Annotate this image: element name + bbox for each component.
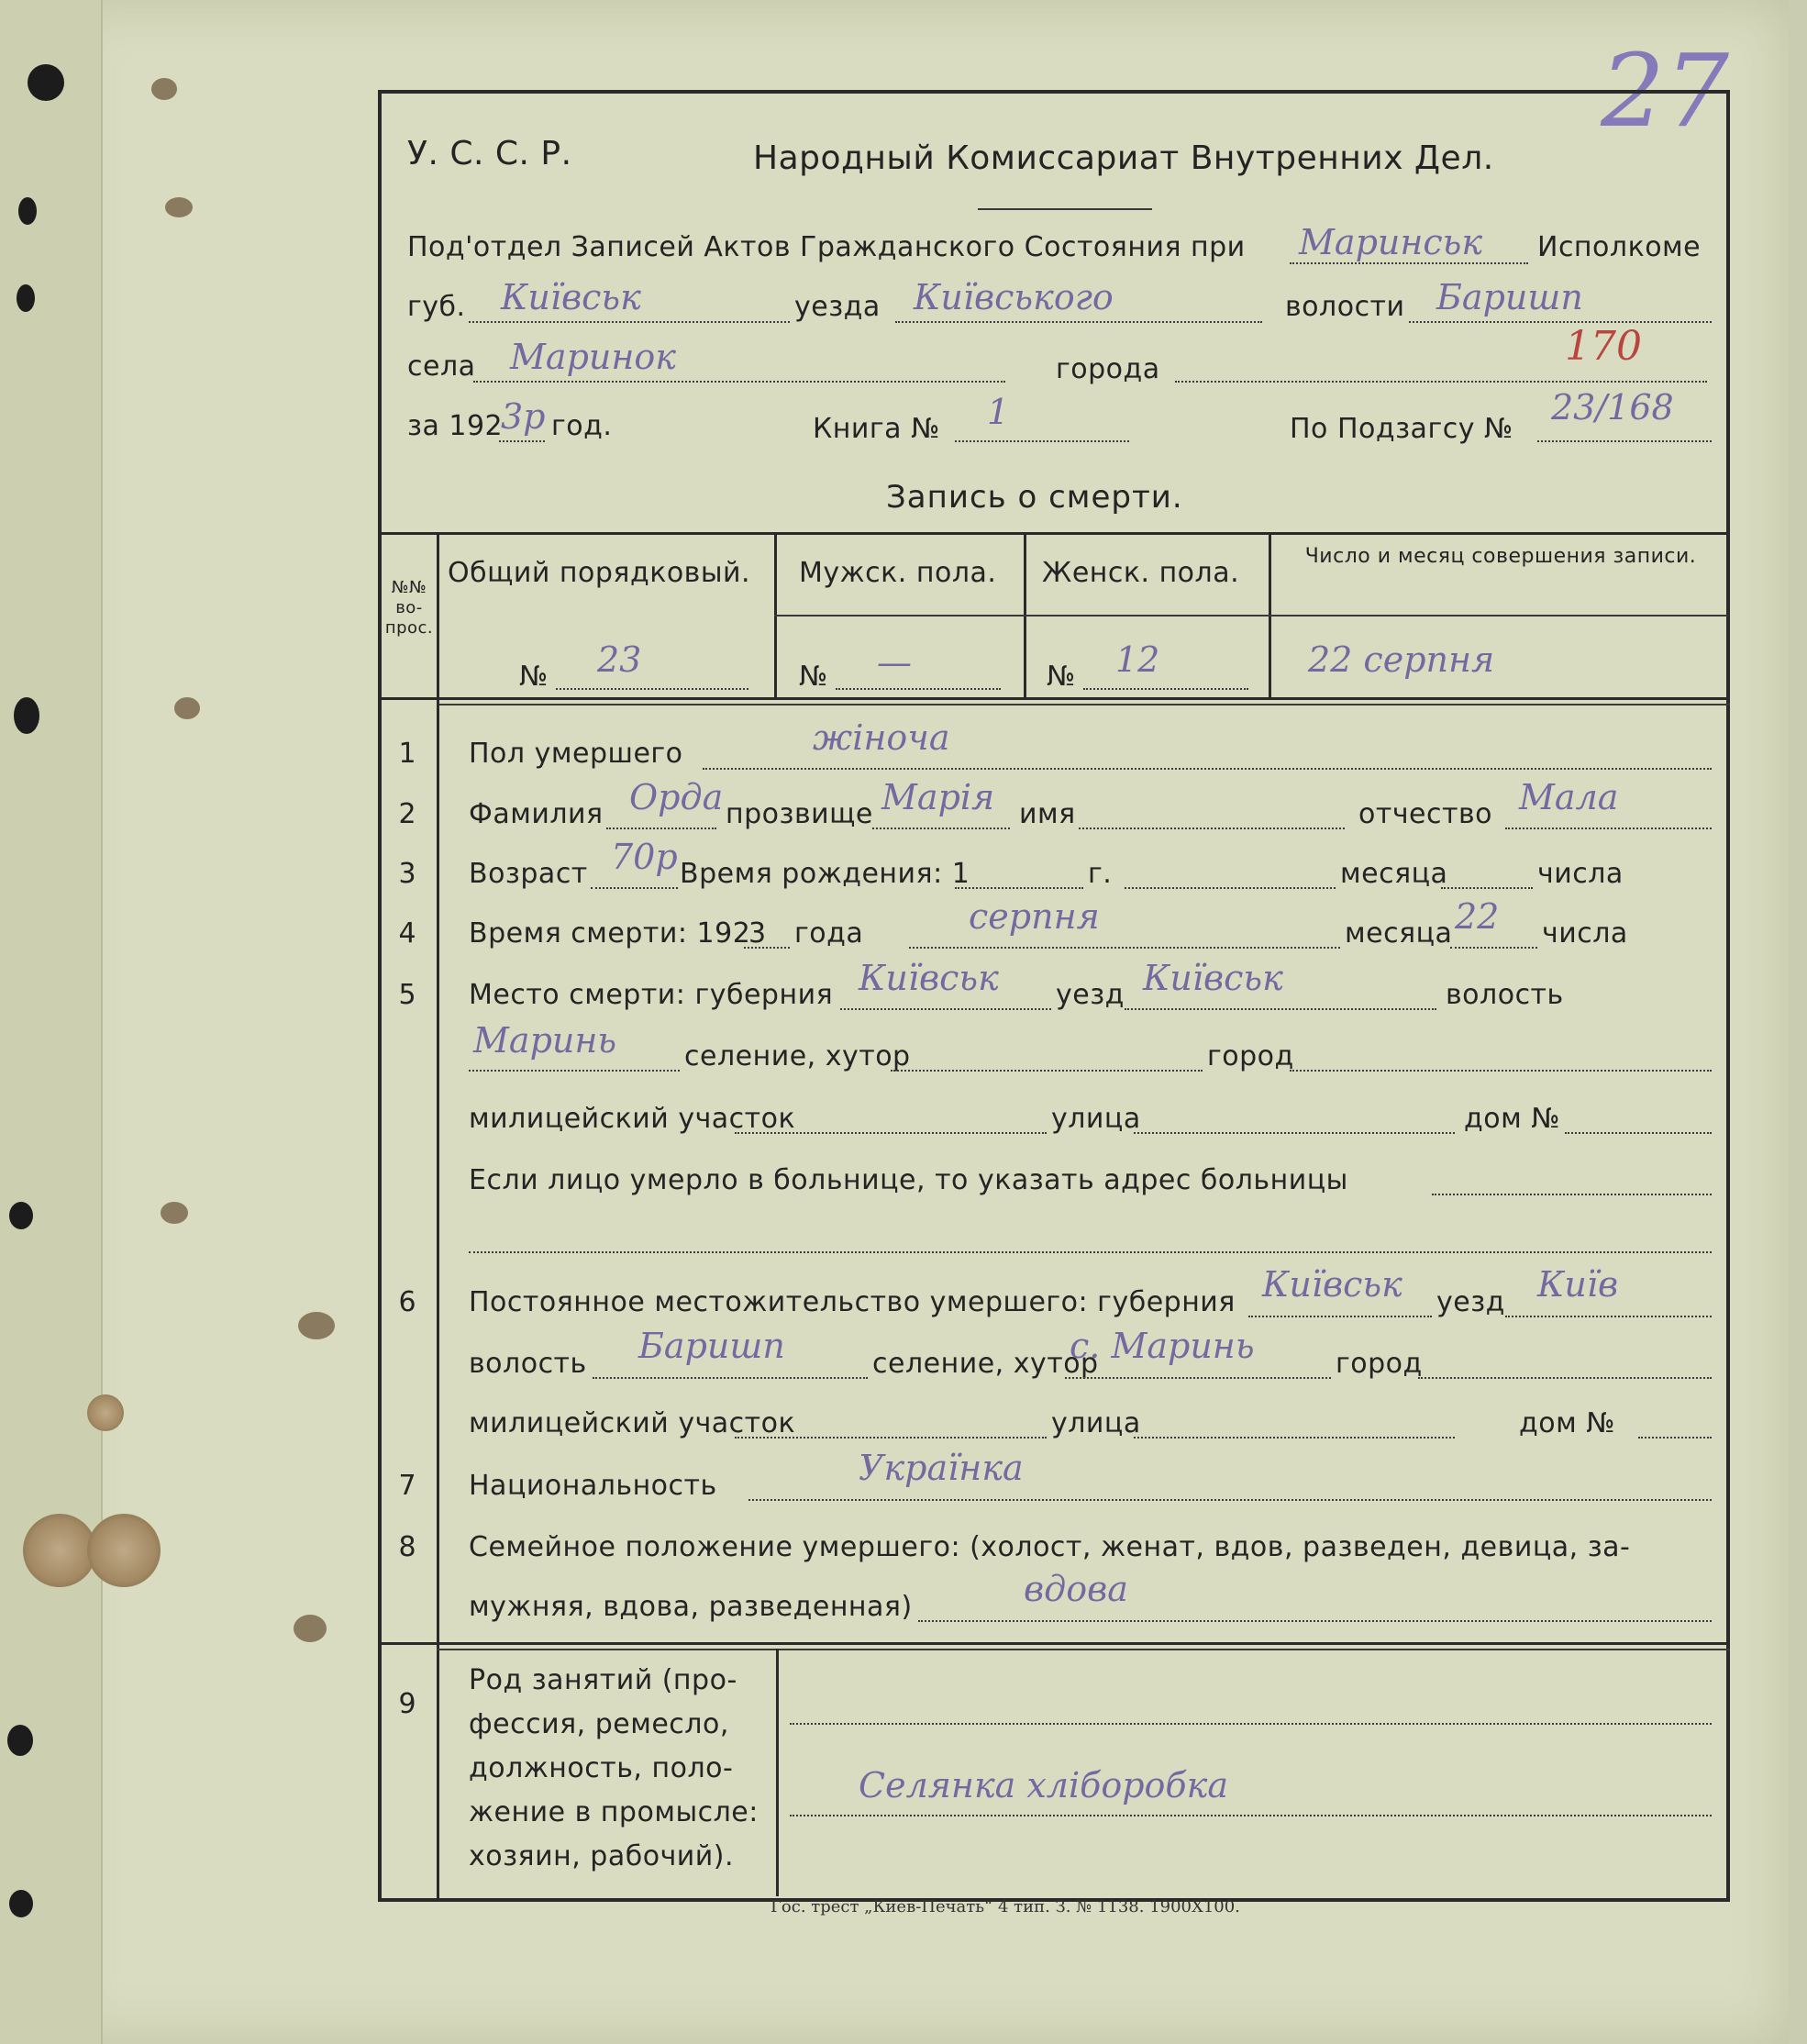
field-line	[790, 1815, 1712, 1816]
residence-street-label: улица	[1051, 1407, 1141, 1439]
ministry-label: Народный Комиссариат Внутренних Дел.	[753, 139, 1494, 177]
field-line	[891, 1070, 1203, 1072]
field-line	[469, 321, 790, 323]
field-line	[735, 1437, 1047, 1439]
sex-value: жіноча	[813, 717, 950, 758]
death-place-militia-label: милицейский участок	[469, 1103, 796, 1135]
binding-hole	[14, 697, 39, 734]
field-line	[1134, 1437, 1455, 1439]
table-subheader-line	[774, 615, 1728, 617]
residence-uezd-value: Київ	[1537, 1264, 1619, 1305]
residence-village-label: селение, хутор	[872, 1348, 1099, 1380]
death-time-label: Время смерти: 192	[469, 917, 751, 950]
table-col-border	[437, 532, 439, 697]
death-day-value: 22	[1455, 896, 1500, 937]
table-bottom-section-border-2	[437, 1649, 1730, 1650]
field-line	[1065, 1377, 1331, 1379]
field-line	[1125, 1008, 1436, 1010]
occupation-label-2: фессия, ремесло,	[469, 1708, 729, 1740]
nationality-label: Национальность	[469, 1470, 717, 1502]
death-month-value: серпня	[969, 896, 1100, 937]
death-place-house-label: дом №	[1464, 1103, 1560, 1135]
registry-office-label: Под'отдел Записей Актов Гражданского Состояния при	[407, 231, 1246, 263]
question-number-header: №№ во- прос.	[384, 578, 434, 638]
table-top-border	[382, 532, 1730, 535]
field-line	[918, 1620, 1712, 1622]
binding-hole	[9, 1890, 33, 1917]
binding-hole	[298, 1312, 335, 1339]
republic-label: У. С. С. Р.	[407, 135, 572, 172]
death-place-label: Место смерти: губерния	[469, 979, 834, 1011]
death-place-uezd-label: уезд	[1056, 979, 1125, 1011]
paper-stain	[23, 1514, 96, 1587]
binding-hole	[9, 1202, 33, 1229]
field-line	[748, 1499, 1712, 1501]
field-line	[1134, 1132, 1455, 1134]
hospital-label: Если лицо умерло в больнице, то указать адрес больницы	[469, 1164, 1348, 1196]
registry-office-value: Маринськ	[1299, 222, 1483, 262]
female-header: Женск. пола.	[1042, 557, 1240, 589]
general-no-label: №	[519, 661, 549, 693]
residence-volost-label: волость	[469, 1348, 587, 1380]
year-suffix: год.	[551, 410, 613, 442]
residence-gub-value: Київськ	[1262, 1264, 1402, 1305]
binding-hole	[7, 1725, 33, 1756]
surname-value: Орда	[629, 777, 724, 817]
item-number: 8	[398, 1531, 416, 1563]
occupation-label-1: Род занятий (про-	[469, 1664, 737, 1696]
binding-hole	[18, 197, 37, 225]
field-line	[1441, 887, 1533, 889]
male-number-value: —	[877, 642, 912, 683]
family-status-label-2: мужняя, вдова, разведенная)	[469, 1591, 913, 1623]
family-status-label-1: Семейное положение умершего: (холост, женат, вдов, разведен, девица, за-	[469, 1531, 1631, 1563]
occupation-label-5: хозяин, рабочий).	[469, 1840, 735, 1872]
item-number: 5	[398, 979, 416, 1011]
field-line	[955, 887, 1083, 889]
binding-hole	[174, 697, 200, 719]
death-place-street-label: улица	[1051, 1103, 1141, 1135]
residence-city-label: город	[1336, 1348, 1423, 1380]
residence-volost-value: Баришп	[638, 1326, 785, 1366]
field-line	[1248, 1316, 1432, 1317]
field-line	[703, 768, 1712, 770]
field-line	[1175, 381, 1707, 383]
female-number-value: 12	[1115, 639, 1160, 680]
header-divider	[978, 208, 1152, 210]
item-number: 3	[398, 858, 416, 890]
binding-hole	[28, 64, 64, 101]
year-value: 3р	[501, 396, 546, 437]
gorod-label: города	[1056, 353, 1160, 385]
male-header: Мужск. пола.	[799, 557, 997, 589]
form-title: Запись о смерти.	[886, 479, 1183, 516]
birth-year-suffix: г.	[1088, 858, 1113, 890]
birth-month-label: месяца	[1340, 858, 1448, 890]
residence-militia-label: милицейский участок	[469, 1407, 796, 1439]
death-place-volost-label: волость	[1446, 979, 1564, 1011]
age-value: 70р	[611, 837, 678, 877]
field-line	[606, 828, 716, 829]
field-line	[1638, 1437, 1712, 1439]
item-number: 4	[398, 917, 416, 950]
field-line	[790, 1723, 1712, 1725]
residence-label: Постоянное местожительство умершего: губерния	[469, 1286, 1236, 1318]
table-col-border	[437, 697, 439, 1899]
volost-label: волости	[1285, 291, 1405, 323]
field-line	[836, 688, 1001, 690]
field-line	[872, 828, 1010, 829]
female-no-label: №	[1047, 661, 1076, 693]
table-mid-border	[382, 697, 1730, 700]
field-line	[840, 1008, 1051, 1010]
field-line	[556, 688, 748, 690]
occupation-value: Селянка хліборобка	[859, 1765, 1228, 1805]
male-no-label: №	[799, 661, 828, 693]
field-line	[1565, 1132, 1712, 1134]
field-line	[1505, 828, 1712, 829]
print-footer: Гос. трест „Киев-Печать“ 4 тип. З. № 1138. 1900Х100.	[770, 1897, 1240, 1916]
sex-label: Пол умершего	[469, 738, 683, 770]
item-number: 7	[398, 1470, 416, 1502]
binding-hole	[151, 78, 177, 100]
field-line	[469, 1070, 680, 1072]
binding-hole	[161, 1202, 188, 1224]
gorod-value: 170	[1565, 323, 1642, 370]
death-place-uezd-value: Київськ	[1143, 958, 1283, 998]
field-line	[1537, 440, 1712, 442]
field-line	[1290, 1070, 1712, 1072]
table-bottom-section-border	[382, 1642, 1730, 1645]
general-number-header: Общий порядковый.	[448, 557, 751, 589]
residence-uezd-label: уезд	[1436, 1286, 1505, 1318]
selo-label: села	[407, 350, 476, 383]
record-date-header: Число и месяц совершения записи.	[1304, 545, 1697, 568]
field-line	[1418, 1377, 1712, 1379]
item-number: 6	[398, 1286, 416, 1318]
record-date-value: 22 серпня	[1308, 639, 1495, 680]
death-place-gub-value: Київськ	[859, 958, 999, 998]
name-label: имя	[1019, 798, 1076, 830]
field-line	[1409, 321, 1712, 323]
volost-value: Баришп	[1436, 277, 1583, 317]
field-line	[1505, 1316, 1712, 1317]
year-label: за 192	[407, 410, 504, 442]
occupation-label-4: жение в промысле:	[469, 1796, 759, 1828]
general-number-value: 23	[597, 639, 642, 680]
registry-office-suffix: Исполкоме	[1537, 231, 1702, 263]
surname-label: Фамилия	[469, 798, 604, 830]
field-line	[1450, 947, 1537, 949]
family-status-value: вдова	[1024, 1569, 1128, 1609]
field-line	[1125, 887, 1336, 889]
nationality-value: Українка	[859, 1448, 1024, 1488]
item-number: 1	[398, 738, 416, 770]
field-line	[895, 321, 1262, 323]
field-line	[909, 947, 1340, 949]
field-line	[1079, 828, 1345, 829]
death-month-label: месяца	[1345, 917, 1453, 950]
field-line	[591, 887, 678, 889]
residence-village-value: с. Маринь	[1070, 1326, 1255, 1366]
nickname-label: прозвище	[726, 798, 873, 830]
birth-day-label: числа	[1537, 858, 1624, 890]
podzags-label: По Подзагсу №	[1290, 413, 1513, 445]
death-record-form	[378, 90, 1730, 1902]
item-number: 2	[398, 798, 416, 830]
death-place-city-label: город	[1207, 1040, 1294, 1072]
podzags-value: 23/168	[1551, 387, 1674, 428]
field-line	[593, 1377, 868, 1379]
gub-value: Київськ	[501, 277, 641, 317]
death-place-village-label: селение, хутор	[684, 1040, 911, 1072]
field-line	[469, 1251, 1712, 1253]
binding-hole	[294, 1615, 327, 1642]
book-value: 1	[987, 392, 1010, 432]
book-label: Книга №	[813, 413, 940, 445]
paper-stain	[87, 1394, 124, 1431]
paper-stain	[87, 1514, 161, 1587]
uezd-label: уезда	[794, 291, 881, 323]
age-label: Возраст	[469, 858, 588, 890]
item-number: 9	[398, 1688, 416, 1720]
death-year-suffix: года	[794, 917, 864, 950]
binding-hole	[17, 284, 35, 312]
field-line	[955, 440, 1129, 442]
patronymic-value: Мала	[1519, 777, 1619, 817]
field-line	[1290, 262, 1528, 264]
death-day-label: числа	[1542, 917, 1628, 950]
field-line	[735, 1132, 1047, 1134]
field-line	[473, 381, 1005, 383]
gub-label: губ.	[407, 291, 466, 323]
patronymic-label: отчество	[1358, 798, 1493, 830]
death-place-volost-value: Маринь	[473, 1020, 617, 1061]
occupation-label-3: должность, поло-	[469, 1752, 734, 1784]
field-line	[1432, 1194, 1712, 1195]
uezd-value: Київського	[914, 277, 1114, 317]
nickname-value: Марія	[881, 777, 995, 817]
field-line	[499, 440, 545, 442]
death-year-value: 3	[748, 917, 767, 950]
selo-value: Маринок	[510, 337, 676, 377]
birth-label: Время рождения: 1	[680, 858, 970, 890]
binding-hole	[165, 197, 193, 217]
table-mid-border-2	[437, 704, 1730, 705]
residence-house-label: дом №	[1519, 1407, 1615, 1439]
archive-number: 27	[1601, 32, 1729, 150]
occupation-divider	[776, 1649, 779, 1896]
field-line	[1083, 688, 1248, 690]
